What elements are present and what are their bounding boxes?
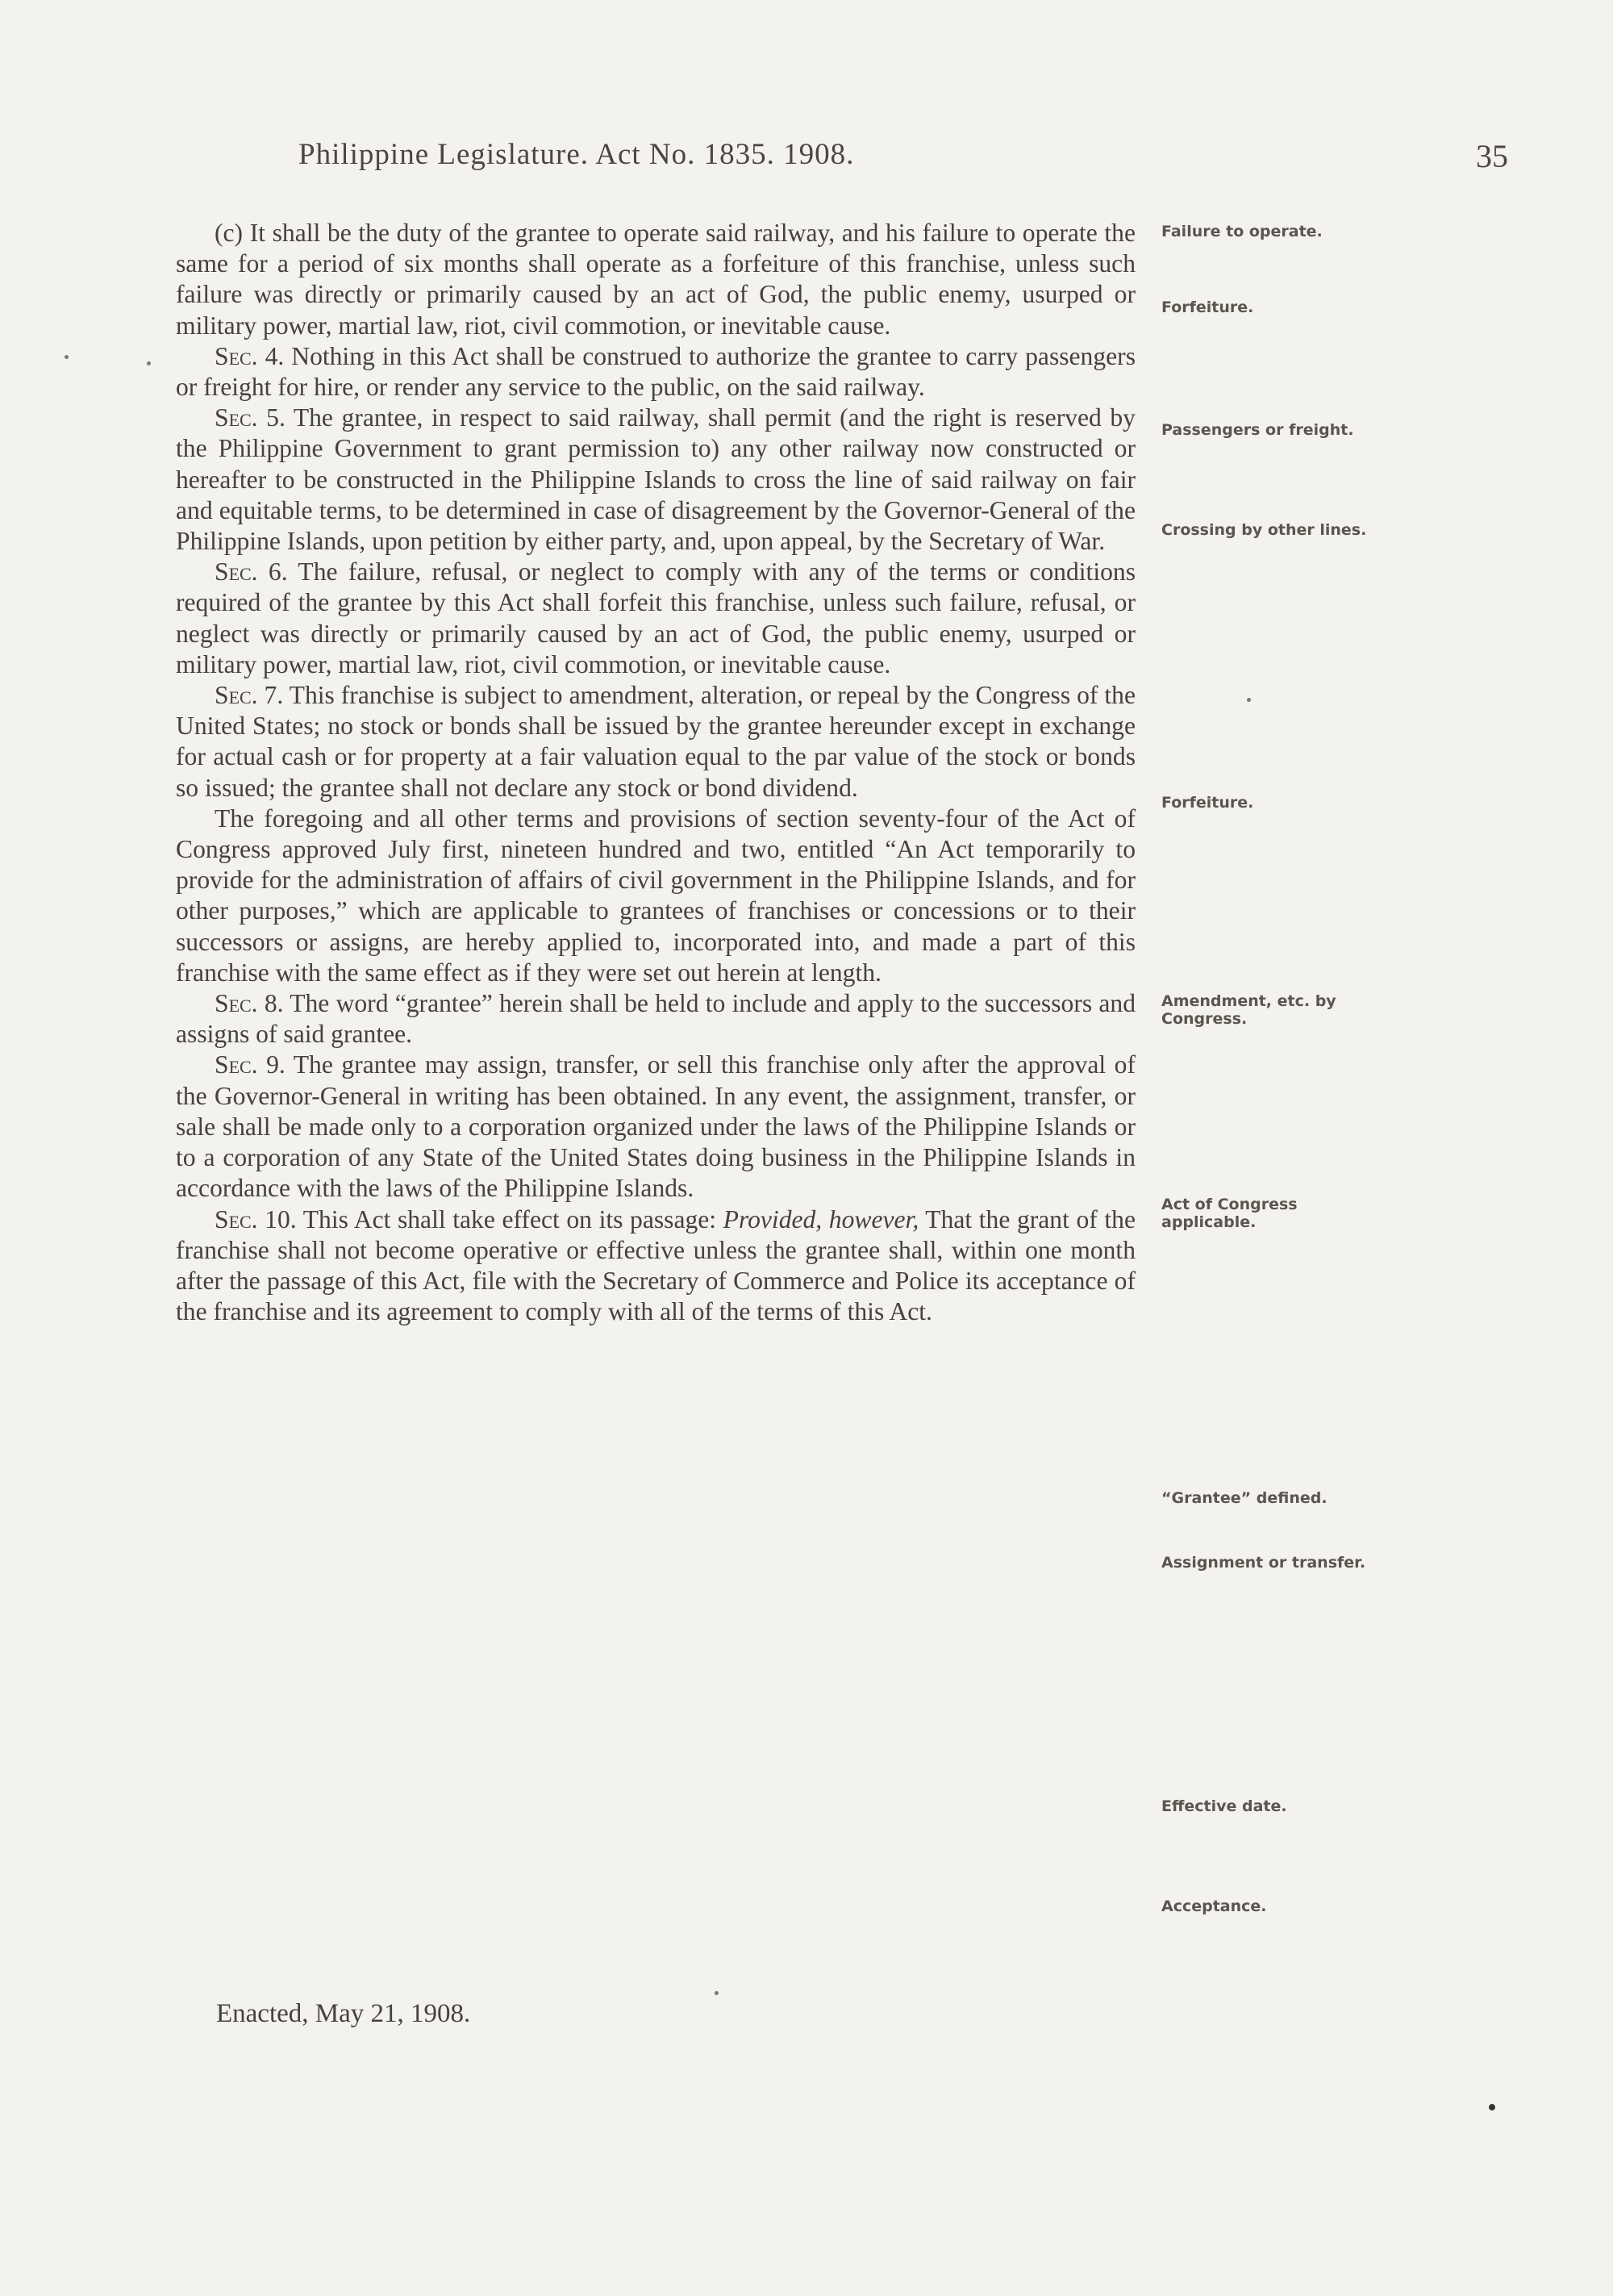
paper-speck	[715, 1991, 719, 1995]
margin-note: “Grantee” defined.	[1161, 1489, 1327, 1507]
paragraph-sec-10	[176, 1204, 1136, 1328]
paragraph-text: The foregoing and all other terms and provisions of section seventy-four of the Act of Congress approved July first, nineteen hundred and two, entitled “An Act temporarily to provide for the administration of affairs of civil government in the Philippine Islands, and for other purposes,” which are applicable to grantees of franchises or concessions or to their successors or assigns, are hereby applied to, incorporated into, and made a part of this franchise with the same effect as if they were set out herein at length.	[176, 804, 1136, 987]
running-head: Philippine Legislature. Act No. 1835. 1908.	[298, 138, 855, 171]
paragraph-text: Nothing in this Act shall be construed to authorize the grantee to carry passengers or freight for hire, or render any service to the public, on the said railway.	[176, 341, 1136, 402]
margin-note: Act of Congress applicable.	[1161, 1196, 1298, 1231]
margin-note: Forfeiture.	[1161, 298, 1254, 316]
section-label: Sec. 9.	[215, 1050, 286, 1079]
paragraph-foregoing	[176, 804, 1136, 988]
page-number: 35	[1476, 138, 1508, 174]
paragraph-sec-7	[176, 680, 1136, 804]
paragraph-sec-9	[176, 1050, 1136, 1204]
section-label: Sec. 6.	[215, 557, 288, 587]
paragraph-text: (c) It shall be the duty of the grantee to operate said railway, and his failure to operate the same for a period of six months shall operate as a forfeiture of this franchise, unless such failure was directly or primarily caused by an act of God, the public enemy, usurped or military power, martial law, riot, civil commotion, or inevitable cause.	[176, 219, 1136, 340]
paper-speck	[147, 361, 151, 365]
body-text	[176, 218, 1136, 1327]
paragraph-sec-5	[176, 403, 1136, 557]
paper-speck	[1489, 2104, 1495, 2110]
margin-note: Failure to operate.	[1161, 223, 1323, 240]
paragraph-c	[176, 218, 1136, 341]
paper-speck	[1247, 698, 1251, 702]
section-label: Sec. 10.	[215, 1204, 297, 1234]
paragraph-text: The grantee, in respect to said railway, shall permit (and the right is reserved by the Philippine Government to grant permission to) any other railway now constructed or hereafter to be constructed in the Philippine Islands to cross the line of said railway on fair and equitable terms, to be determined in case of disagreement by the Governor-General of the Philippine Islands, upon petition by either party, and, upon appeal, by the Secretary of War.	[176, 403, 1136, 556]
paragraph-text: The word “grantee” herein shall be held to include and apply to the successors and assigns of said grantee.	[176, 989, 1136, 1049]
margin-note: Passengers or freight.	[1161, 421, 1354, 439]
paragraph-sec-8	[176, 988, 1136, 1050]
paragraph-text: The failure, refusal, or neglect to comply with any of the terms or conditions required of the grantee by this Act shall forfeit this franchise, unless such failure, refusal, or neglect was directly or primarily caused by an act of God, the public enemy, usurped or military power, martial law, riot, civil commotion, or inevitable cause.	[176, 557, 1136, 678]
margin-note: Amendment, etc. by Congress.	[1161, 992, 1336, 1028]
margin-note: Effective date.	[1161, 1797, 1287, 1815]
margin-note: Acceptance.	[1161, 1897, 1267, 1915]
enacted-date: Enacted, May 21, 1908.	[216, 1999, 471, 2028]
section-label: Sec. 8.	[215, 989, 284, 1018]
paragraph-text: That the grant of the franchise shall not become operative or effective unless the grantee shall, within one month after the passage of this Act, file with the Secretary of Commerce and Police its acceptance of the franchise and its agreement to comply with all of the terms of this Act.	[176, 1204, 1136, 1326]
margin-note: Forfeiture.	[1161, 794, 1254, 812]
paragraph-sec-4	[176, 341, 1136, 403]
paragraph-sec-6	[176, 557, 1136, 680]
section-label: Sec. 4.	[215, 341, 285, 370]
proviso-italic: Provided, however,	[723, 1204, 919, 1234]
margin-note: Assignment or transfer.	[1161, 1554, 1366, 1572]
paper-speck	[65, 355, 69, 359]
section-label: Sec. 5.	[215, 403, 286, 432]
margin-note: Crossing by other lines.	[1161, 521, 1367, 539]
section-label: Sec. 7.	[215, 681, 284, 710]
paragraph-text: This Act shall take effect on its passage:	[296, 1204, 723, 1234]
paragraph-text: The grantee may assign, transfer, or sell this franchise only after the approval of the Governor-General in writing has been obtained. In any event, the assignment, transfer, or sale shall be made only to a corporation organized under the laws of the Philippine Islands or to a corporation of any State of the United States doing business in the Philippine Islands in accordance with the laws of the Philippine Islands.	[176, 1050, 1136, 1203]
paragraph-text: This franchise is subject to amendment, alteration, or repeal by the Congress of the United States; no stock or bonds shall be issued by the grantee hereunder except in exchange for actual cash or for property at a fair valuation equal to the par value of the stock or bonds so issued; the grantee shall not declare any stock or bond dividend.	[176, 681, 1136, 802]
